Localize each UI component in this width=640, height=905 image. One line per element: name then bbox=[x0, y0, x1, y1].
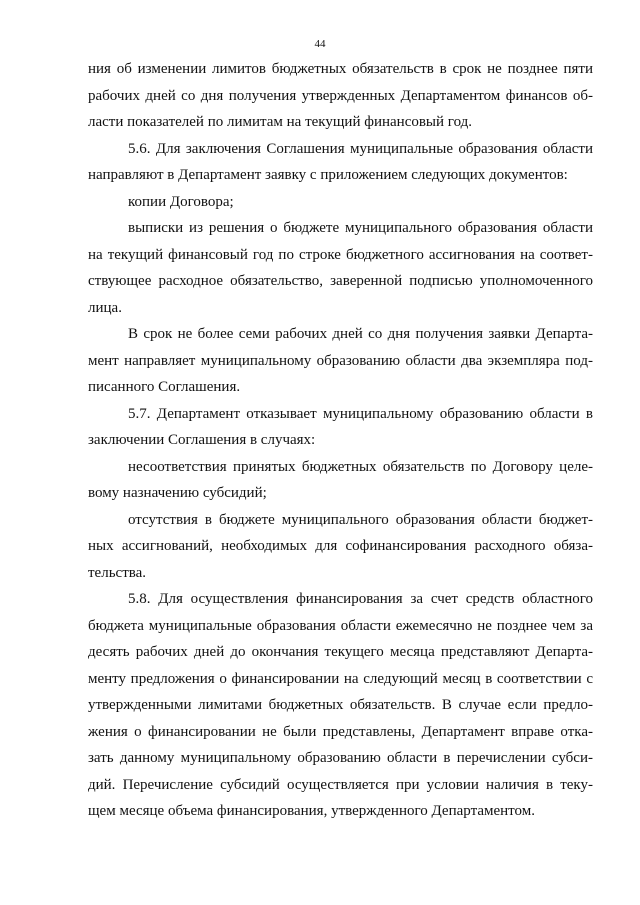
paragraph bbox=[88, 56, 593, 136]
text-line: ствующее расходное обязательство, заверенной подписью уполномоченного bbox=[88, 273, 593, 289]
paragraph bbox=[88, 136, 593, 189]
text-line: 5.8. Для осуществления финансирования за счет средств областного bbox=[128, 591, 593, 607]
text-line: дий. Перечисление субсидий осуществляется при условии наличия в теку- bbox=[88, 776, 593, 793]
text-line: вому назначению субсидий; bbox=[88, 485, 267, 501]
text-line: утвержденными лимитами бюджетных обязательств. В случае если предло- bbox=[88, 697, 593, 713]
text-line: несоответствия принятых бюджетных обязательств по Договору целе- bbox=[128, 458, 593, 475]
text-line: копии Договора; bbox=[128, 193, 234, 210]
text-line: отсутствия в бюджете муниципального образования области бюджет- bbox=[128, 511, 593, 528]
text-line: ласти показателей по лимитам на текущий финансовый год. bbox=[88, 114, 473, 130]
text-line: зать данному муниципальному образованию области в перечислении субси- bbox=[88, 750, 593, 766]
paragraph bbox=[88, 454, 593, 507]
text-line: направляют в Департамент заявку с приложением следующих документов: bbox=[88, 167, 568, 183]
text-line: ния об изменении лимитов бюджетных обязательств в срок не позднее пяти bbox=[88, 61, 593, 77]
document-body bbox=[88, 56, 593, 825]
text-line: менту предложения о финансировании на следующий месяц в соответствии с bbox=[88, 670, 593, 687]
text-line: В срок не более семи рабочих дней со дня получения заявки Департа- bbox=[128, 326, 593, 342]
text-line: щем месяце объема финансирования, утвержденного Департаментом. bbox=[88, 803, 535, 819]
paragraph bbox=[88, 189, 593, 216]
text-line: бюджета муниципальные образования области ежемесячно не позднее чем за bbox=[88, 617, 593, 634]
page-number: 44 bbox=[314, 38, 326, 50]
text-line: ных ассигнований, необходимых для софинансирования расходного обяза- bbox=[88, 538, 593, 554]
text-line: писанного Соглашения. bbox=[88, 379, 241, 395]
text-line: рабочих дней со дня получения утвержденных Департаментом финансов об- bbox=[88, 87, 593, 104]
text-line: заключении Соглашения в случаях: bbox=[88, 432, 316, 448]
text-line: 5.6. Для заключения Соглашения муниципальные образования области bbox=[128, 140, 593, 157]
paragraph bbox=[88, 321, 593, 401]
text-line: лица. bbox=[88, 299, 122, 316]
text-line: выписки из решения о бюджете муниципального образования области bbox=[128, 220, 593, 236]
paragraph bbox=[88, 586, 593, 825]
text-line: мент направляет муниципальному образованию области два экземпляра под- bbox=[88, 352, 593, 369]
text-line: на текущий финансовый год по строке бюджетного ассигнования на соответ- bbox=[88, 246, 593, 263]
text-line: тельства. bbox=[88, 564, 147, 581]
text-line: 5.7. Департамент отказывает муниципальному образованию области в bbox=[128, 405, 593, 422]
text-line: жения о финансировании не были представлены, Департамент вправе отка- bbox=[88, 723, 593, 740]
paragraph bbox=[88, 215, 593, 321]
paragraph bbox=[88, 401, 593, 454]
text-line: десять рабочих дней до окончания текущего месяца представляют Департа- bbox=[88, 644, 593, 660]
paragraph bbox=[88, 507, 593, 587]
